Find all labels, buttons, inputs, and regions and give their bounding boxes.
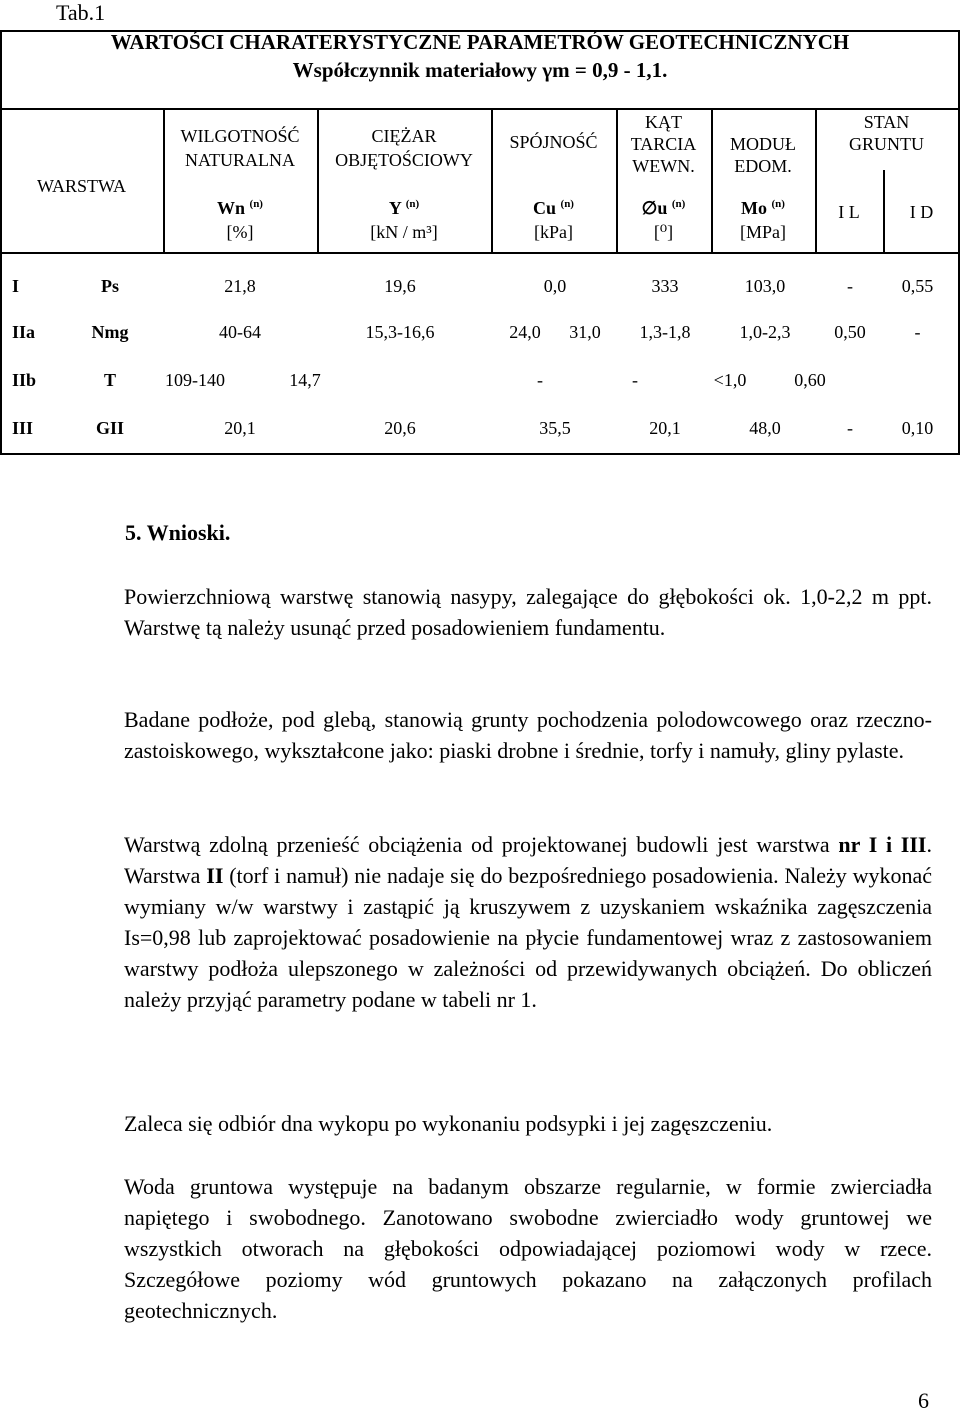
row-wn: 20,1 xyxy=(224,418,256,438)
table-border-bottom xyxy=(0,453,960,455)
table-border-left xyxy=(0,30,2,455)
row-layer-nr: IIa xyxy=(12,322,36,342)
row-wn: 40-64 xyxy=(219,322,261,342)
header-warstwa: WARSTWA xyxy=(37,176,126,196)
row-phi: - xyxy=(632,370,638,390)
header-tarcia: TARCIA xyxy=(630,134,697,154)
row-mo: 48,0 xyxy=(749,418,781,438)
phi-sup: (n) xyxy=(671,198,686,210)
header-spojnosc: SPÓJNOŚĆ xyxy=(509,132,598,152)
header-gruntu: GRUNTU xyxy=(849,134,924,154)
row-mo: 1,3-1,8 xyxy=(639,322,691,342)
paragraph-warstwa-nosna xyxy=(124,829,932,1015)
header-cu-symbol xyxy=(491,198,616,219)
cu-sup: (n) xyxy=(560,198,574,210)
header-naturalna: NATURALNA xyxy=(185,150,295,170)
row-cu: 24,0 xyxy=(509,322,541,342)
header-y-unit: [kN / m³] xyxy=(370,222,438,242)
p3-layer-ii-bold: II xyxy=(206,863,224,888)
row-cu: - xyxy=(537,370,543,390)
row-id: 0,50 xyxy=(834,322,866,342)
wn-sup: (n) xyxy=(249,198,263,210)
header-edom: EDOM. xyxy=(734,156,792,176)
row-layer-nr: I xyxy=(12,276,20,296)
row-phi: 31,0 xyxy=(569,322,601,342)
row-layer-symbol: Nmg xyxy=(91,322,129,342)
header-y-symbol xyxy=(317,198,491,219)
header-il: I L xyxy=(838,202,860,222)
header-kat: KĄT xyxy=(645,112,682,132)
row-il: 1,0-2,3 xyxy=(739,322,791,342)
p3-text-c: . Warstwa xyxy=(124,832,932,888)
p3-text-e: (torf i namuł) nie nadaje się do bezpośredniego posadowienia. Należy wykonać wymiany w/w warstwy i zastąpić ją kruszywem z uzyskaniem wskaźnika zagęszczenia Is=0,98 lub zaprojektować posadowienie na płycie fundamentowej wraz z zastosowaniem warstwy podłoża ulepszonego w zależności od przewidywanych obciążeń. Do obliczeń należy przyjąć parametry podane w tabeli nr 1. xyxy=(124,863,933,1012)
header-phi-symbol xyxy=(616,198,711,219)
p3-layers-bold: nr I i III xyxy=(838,832,927,857)
row-y: 20,6 xyxy=(384,418,416,438)
paragraph-woda-gruntowa: Woda gruntowa występuje na badanym obszarze regularnie, w formie zwierciadła napiętego i swobodnego. Zanotowano swobodne zwierciadło wody gruntowej we wszystkich otworach na głębokości odpowiadającej poziomowi wody w rzece. Szczegółowe poziomy wód gruntowych pokazano na załączonych profilach geotechnicznych. xyxy=(124,1174,932,1323)
row-y: 15,3-16,6 xyxy=(365,322,435,342)
row-wn: 21,8 xyxy=(224,276,256,296)
row-layer-symbol: T xyxy=(103,370,116,390)
header-id: I D xyxy=(909,202,934,222)
table-title: WARTOŚCI CHARATERYSTYCZNE PARAMETRÓW GEOTECHNICZNYCH xyxy=(110,30,850,54)
geotechnical-parameters-table xyxy=(0,30,960,455)
table-label: Tab.1 xyxy=(56,0,106,25)
row-layer-symbol: Ps xyxy=(101,276,119,296)
y-sup: (n) xyxy=(405,198,420,210)
paragraph-odbior-wykopu: Zaleca się odbiór dna wykopu po wykonaniu podsypki i jej zagęszczeniu. xyxy=(124,1111,773,1136)
row-il: - xyxy=(847,276,853,296)
row-layer-nr: IIb xyxy=(12,370,37,390)
row-id: 0,10 xyxy=(901,418,934,438)
wn-symbol: Wn xyxy=(217,198,246,218)
paragraph-podloze: Badane podłoże, pod glebą, stanowią grunty pochodzenia polodowcowego oraz rzeczno-zastoiskowego, wykształcone jako: piaski drobne i średnie, torfy i namuły, gliny pylaste. xyxy=(124,707,932,763)
row-wn: 109-140 xyxy=(165,370,225,390)
table-header-divider xyxy=(0,252,960,254)
row-layer-nr: III xyxy=(12,418,34,438)
header-objetosciowy: OBJĘTOŚCIOWY xyxy=(335,150,473,170)
header-modul: MODUŁ xyxy=(730,134,796,154)
header-wilgotnosc: WILGOTNOŚĆ xyxy=(180,126,300,146)
row-mo: <1,0 xyxy=(713,370,747,390)
row-cu: 0,0 xyxy=(543,276,567,296)
row-cu: 35,5 xyxy=(539,418,571,438)
paragraph-nasypy: Powierzchniową warstwę stanowią nasypy, zalegające do głębokości ok. 1,0-2,2 m ppt. Warstwę tą należy usunąć przed posadowieniem fundamentu. xyxy=(124,584,932,640)
header-phi-unit: [⁰] xyxy=(653,222,674,242)
header-wn-symbol xyxy=(163,198,317,219)
header-wn-unit: [%] xyxy=(226,222,254,242)
cu-symbol: Cu xyxy=(533,198,557,218)
header-ciezar: CIĘŻAR xyxy=(371,126,437,146)
row-id: 0,55 xyxy=(901,276,934,296)
header-cu-unit: [kPa] xyxy=(534,222,573,242)
row-il: 0,60 xyxy=(794,370,826,390)
row-extra: - xyxy=(914,322,921,342)
mo-sup: (n) xyxy=(771,198,785,210)
y-symbol: Y xyxy=(388,198,402,218)
p3-text-a: Warstwą zdolną przenieść obciążenia od projektowanej budowli jest warstwa xyxy=(124,832,839,857)
row-phi: 20,1 xyxy=(649,418,681,438)
row-y: 14,7 xyxy=(289,370,321,390)
header-mo-symbol xyxy=(711,198,815,219)
row-phi: 333 xyxy=(651,276,679,296)
row-mo: 103,0 xyxy=(744,276,786,296)
section-heading: 5. Wnioski. xyxy=(125,520,231,545)
mo-symbol: Mo xyxy=(741,198,768,218)
header-stan: STAN xyxy=(863,112,910,132)
row-y: 19,6 xyxy=(384,276,416,296)
header-mo-unit: [MPa] xyxy=(740,222,786,242)
phi-symbol: ∅u xyxy=(641,198,668,218)
row-il: - xyxy=(847,418,853,438)
header-wewn: WEWN. xyxy=(632,156,695,176)
row-layer-symbol: GII xyxy=(95,418,124,438)
page-number: 6 xyxy=(918,1388,929,1413)
table-subtitle: Współczynnik materiałowy γm = 0,9 - 1,1. xyxy=(292,58,668,82)
